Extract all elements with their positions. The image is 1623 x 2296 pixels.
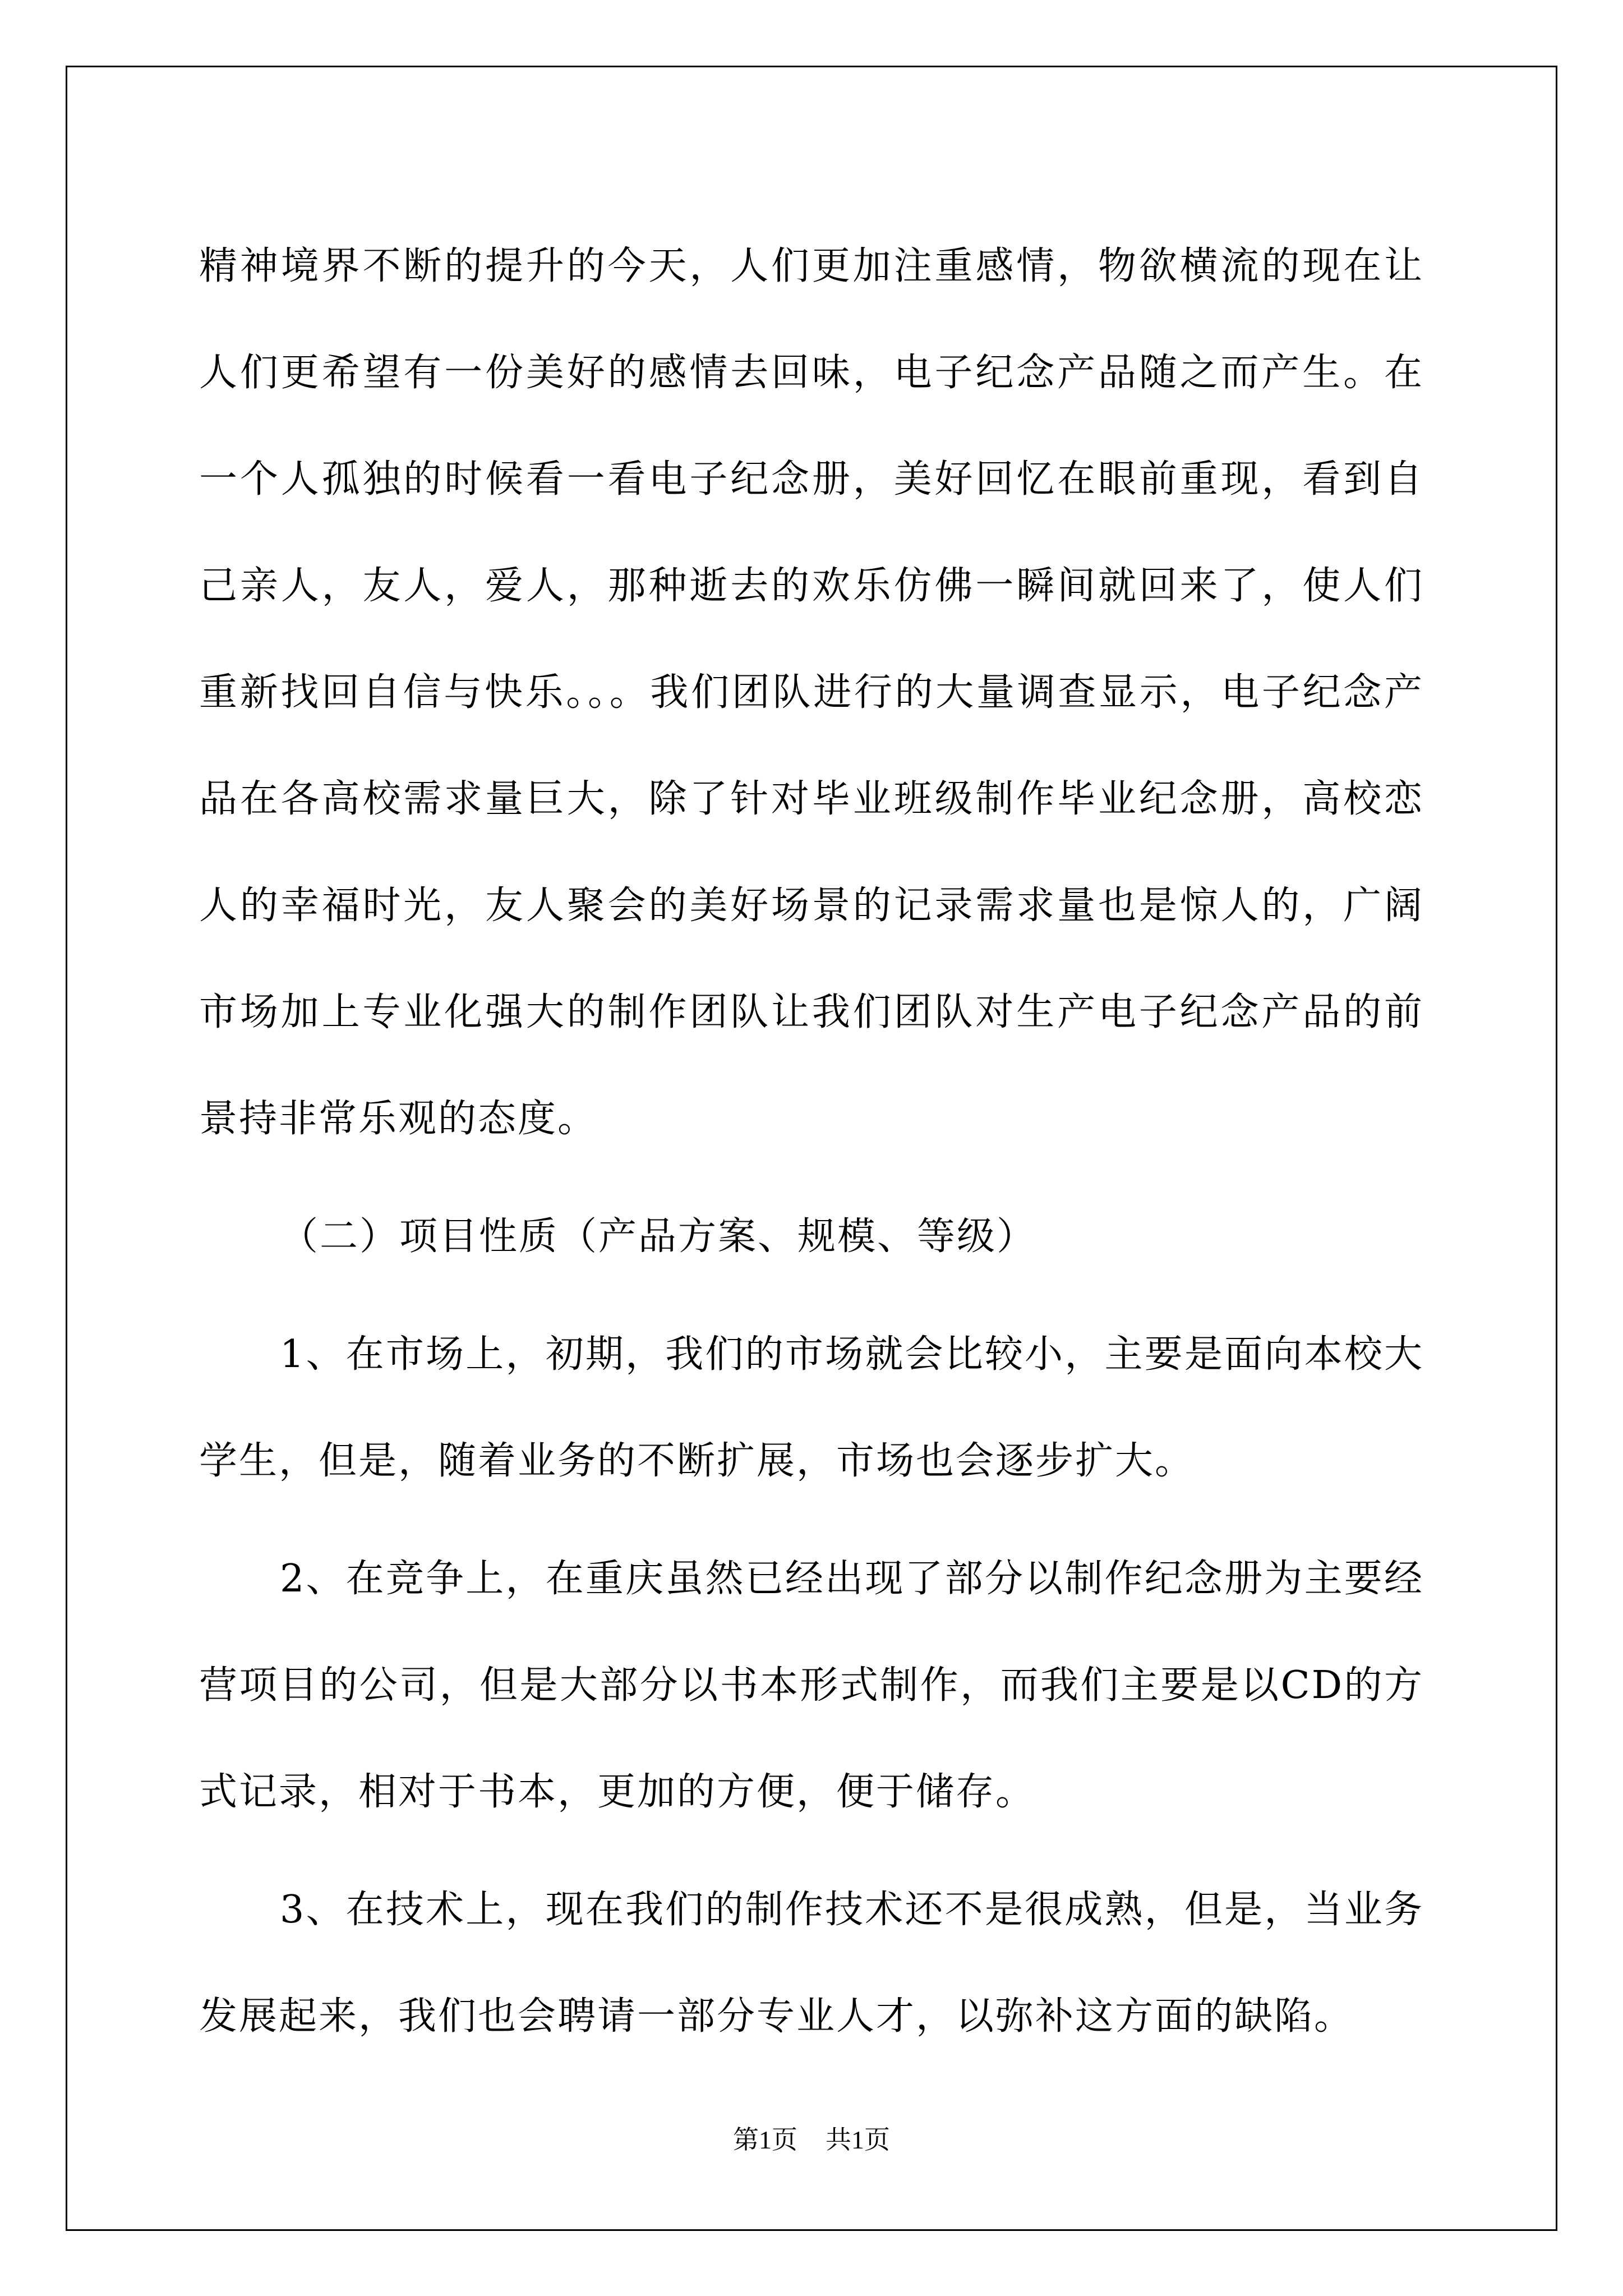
page-total: 共1页 <box>826 2125 890 2154</box>
intro-paragraph: 精神境界不断的提升的今天，人们更加注重感情，物欲横流的现在让人们更希望有一份美好的感情去回味，电子纪念产品随之而产生。在一个人孤独的时候看一看电子纪念册，美好回忆在眼前重现，看到自己亲人，友人，爱人，那种逝去的欢乐仿佛一瞬间就回来了，使人们重新找回自信与快乐。。。我们团队进行的大量调查显示，电子纪念产品在各高校需求量巨大，除了针对毕业班级制作毕业纪念册，高校恋人的幸福时光，友人聚会的美好场景的记录需求量也是惊人的，广阔市场加上专业化强大的制作团队让我们团队对生产电子纪念产品的前景持非常乐观的态度。 <box>199 244 1424 1141</box>
list-item-1: 1、在市场上，初期，我们的市场就会比较小，主要是面向本校大学生，但是，随着业务的不断扩展，市场也会逐步扩大。 <box>199 1332 1424 1483</box>
list-item-2: 2、在竞争上，在重庆虽然已经出现了部分以制作纪念册为主要经营项目的公司，但是大部分以书本形式制作，而我们主要是以CD的方式记录，相对于书本，更加的方便，便于储存。 <box>199 1557 1424 1814</box>
section-heading: （二）项目性质（产品方案、规模、等级） <box>280 1214 1037 1259</box>
list-item-3: 3、在技术上，现在我们的制作技术还不是很成熟，但是，当业务发展起来，我们也会聘请一部分专业人才，以弥补这方面的缺陷。 <box>199 1888 1424 2039</box>
page-number: 第1页 <box>733 2125 797 2154</box>
document-body <box>199 213 1424 2070</box>
page-footer <box>0 2123 1623 2157</box>
